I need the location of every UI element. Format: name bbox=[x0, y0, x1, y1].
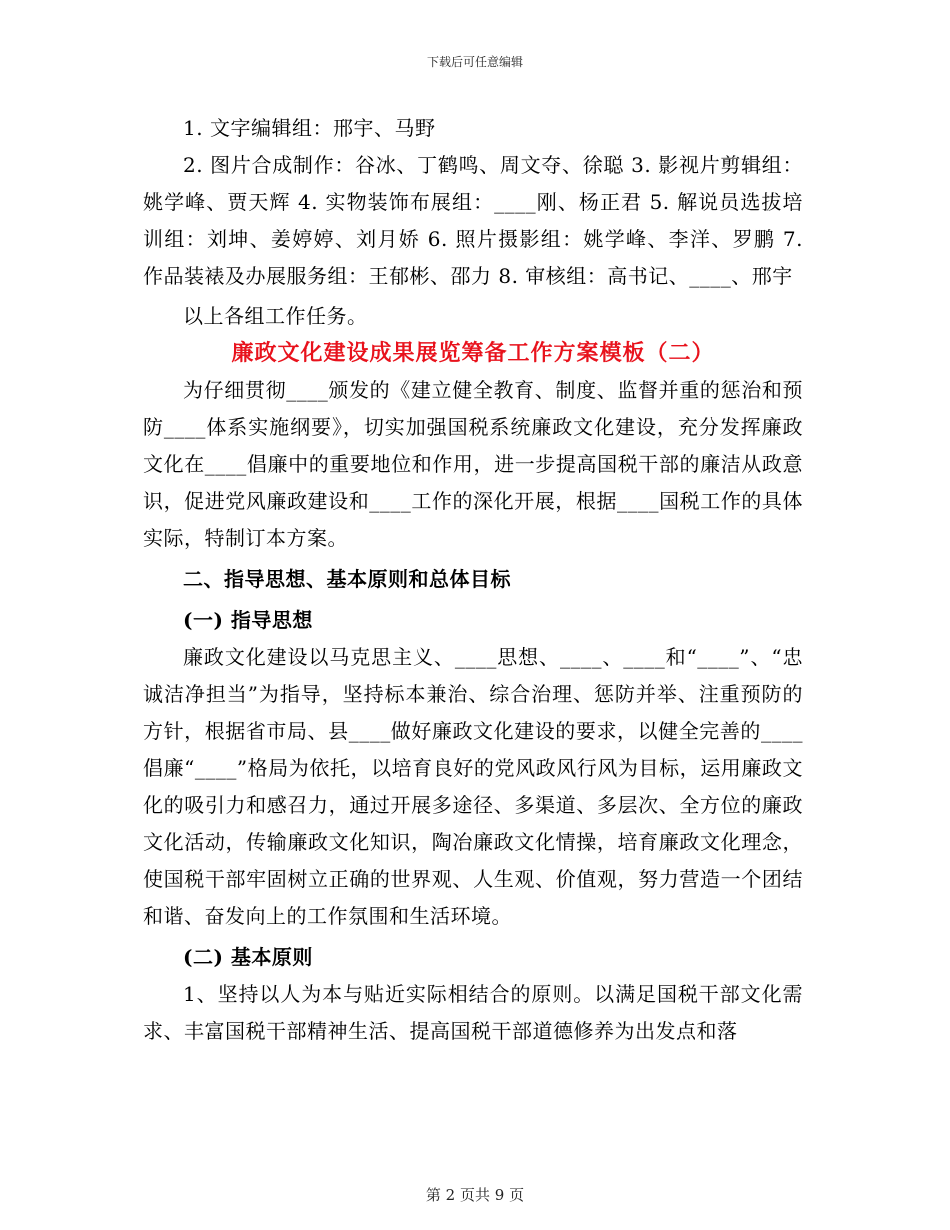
paragraph-group-tasks: 以上各组工作任务。 bbox=[183, 304, 368, 328]
paragraph-text-editing-group: 1. 文字编辑组：邢宇、马野 bbox=[183, 116, 436, 140]
page-footer: 第 2 页共 9 页 bbox=[425, 1186, 525, 1204]
section-title: 廉政文化建设成果展览筹备工作方案模板（二） bbox=[231, 340, 715, 366]
heading-basic-principles: (二) 基本原则 bbox=[183, 945, 313, 969]
paragraph-intro: 为仔细贯彻____颁发的《建立健全教育、制度、监督并重的惩治和预防____体系实施纲要》，切实加强国税系统廉政文化建设，充分发挥廉政文化在____倡廉中的重要地位和作用，进一步提高国税干部的廉洁从政意识，促进党风廉政建设和____工作的深化开展，根据____国税工作的具体实际，特制订本方案。 bbox=[143, 378, 803, 550]
heading-guiding-ideology: (一) 指导思想 bbox=[183, 608, 313, 632]
document-body bbox=[143, 110, 803, 1050]
paragraph-group-assignments: 2. 图片合成制作：谷冰、丁鹤鸣、周文夺、徐聪 3. 影视片剪辑组：姚学峰、贾天辉 4. 实物装饰布展组：____刚、杨正君 5. 解说员选拔培训组：刘坤、姜婷婷、刘月娇 6. 照片摄影组：姚学峰、李洋、罗鹏 7. 作品装裱及办展服务组：王郁彬、邵力 8. 审核组：高书记、____、邢宇 bbox=[143, 153, 803, 288]
paragraph-guiding-ideology: 廉政文化建设以马克思主义、____思想、____、____和“____”、“忠诚洁净担当”为指导，坚持标本兼治、综合治理、惩防并举、注重预防的方针，根据省市局、县____做好廉政文化建设的要求，以健全完善的____倡廉“____”格局为依托，以培育良好的党风政风行风为目标，运用廉政文化的吸引力和感召力，通过开展多途径、多渠道、多层次、全方位的廉政文化活动，传输廉政文化知识，陶冶廉政文化情操，培育廉政文化理念，使国税干部牢固树立正确的世界观、人生观、价值观，努力营造一个团结和谐、奋发向上的工作氛围和生活环境。 bbox=[143, 645, 803, 928]
heading-guiding-principles: 二、指导思想、基本原则和总体目标 bbox=[183, 567, 511, 591]
page-header: 下载后可任意编辑 bbox=[426, 55, 523, 69]
paragraph-principle-1: 1、坚持以人为本与贴近实际相结合的原则。以满足国税干部文化需求、丰富国税干部精神生活、提高国税干部道德修养为出发点和落 bbox=[143, 982, 803, 1043]
